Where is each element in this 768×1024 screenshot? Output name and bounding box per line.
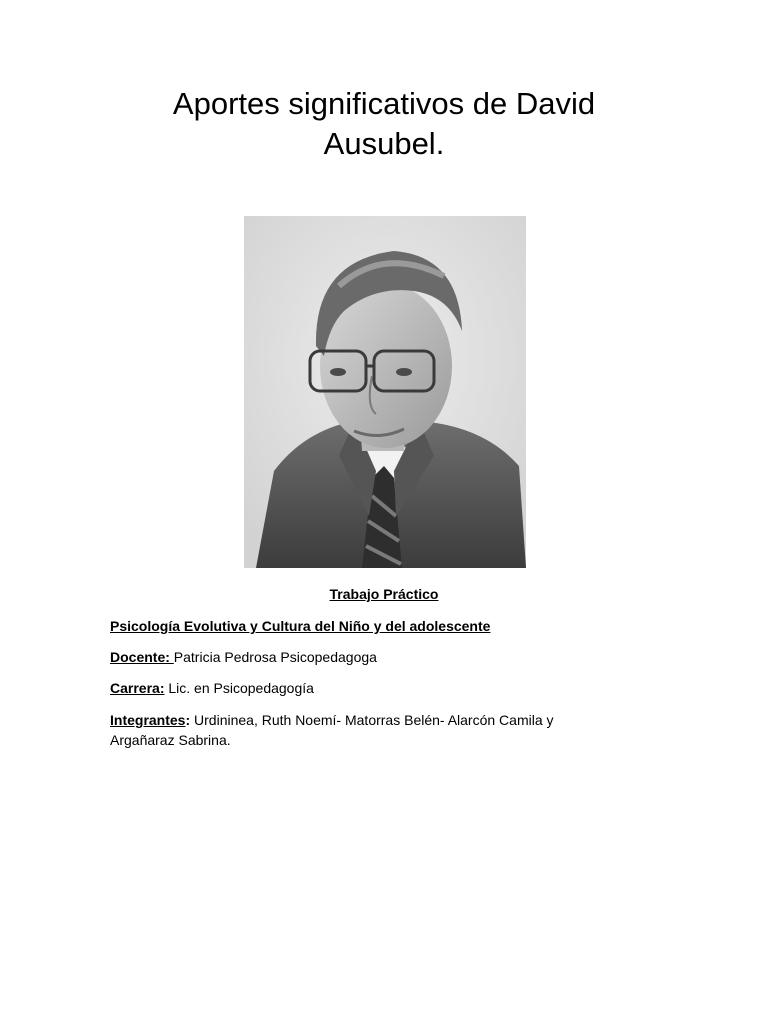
portrait-illustration [244, 216, 526, 568]
subject-text: Psicología Evolutiva y Cultura del Niño y del adolescente [110, 618, 491, 634]
members-label: Integrantes [110, 712, 186, 728]
subject-line [110, 616, 670, 636]
document-title [0, 84, 768, 164]
teacher-value: Patricia Pedrosa Psicopedagoga [173, 649, 377, 665]
portrait-photo [244, 216, 526, 568]
career-label: Carrera: [110, 680, 165, 696]
career-line [110, 678, 670, 698]
teacher-line [110, 647, 670, 667]
work-type [0, 584, 768, 604]
members-colon: : [185, 712, 191, 728]
work-type-text: Trabajo Práctico [329, 586, 439, 602]
teacher-label: Docente: [110, 649, 174, 665]
members-line [110, 710, 620, 750]
career-value: Lic. en Psicopedagogía [164, 680, 314, 696]
members-value: Urdininea, Ruth Noemí- Matorras Belén- Alarcón Camila y Argañaraz Sabrina. [110, 712, 554, 748]
title-line-2: Ausubel. [323, 126, 445, 161]
title-line-1: Aportes significativos de David [172, 86, 596, 121]
